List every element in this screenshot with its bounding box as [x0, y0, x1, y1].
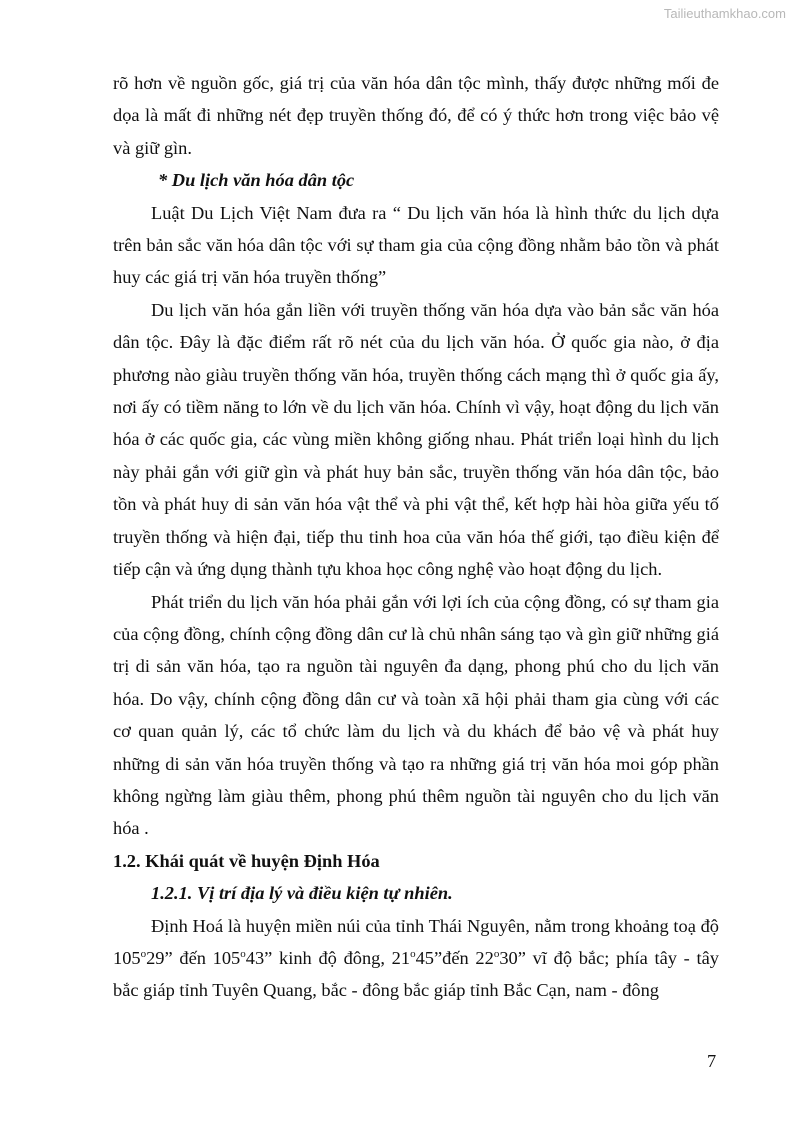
p5-text-a: Định Hoá là huyện miền núi của tỉnh Thái Nguyên, nằm trong khoảng toạ độ 105 — [113, 915, 719, 968]
paragraph-1: rõ hơn về nguồn gốc, giá trị của văn hóa dân tộc mình, thấy được những mối đe dọa là mất đi những nét đẹp truyền thống đó, để có ý thức hơn trong việc bảo vệ và giữ gìn. — [113, 73, 719, 158]
p5-text-b: 29” đến 105 — [146, 947, 241, 968]
page-number: 7 — [707, 1051, 717, 1071]
document-body — [113, 67, 719, 1007]
paragraph-2: Luật Du Lịch Việt Nam đưa ra “ Du lịch văn hóa là hình thức du lịch dựa trên bản sắc văn hóa dân tộc với sự tham gia của cộng đồng nhằm bảo tồn và phát huy các giá trị văn hóa truyền thống” — [113, 202, 719, 288]
p5-text-d: 45”đến 22 — [415, 947, 494, 968]
degree-sup: o — [493, 947, 500, 960]
subsection-heading-1-2-1: 1.2.1. Vị trí địa lý và điều kiện tự nhiên. — [151, 883, 453, 904]
section-heading-1-2: 1.2. Khái quát về huyện Định Hóa — [113, 850, 380, 871]
paragraph-4: Phát triển du lịch văn hóa phải gắn với lợi ích của cộng đồng, có sự tham gia của cộng đồng, chính cộng đồng dân cư là chủ nhân sáng tạo và gìn giữ những giá trị di sản văn hóa, tạo ra nguồn tài nguyên đa dạng, phong phú cho du lịch văn hóa. Do vậy, chính cộng đồng dân cư và toàn xã hội phải tham gia cùng với các cơ quan quản lý, các tổ chức làm du lịch và du khách để bảo vệ và phát huy những di sản văn hóa truyền thống và tạo ra những giá trị văn hóa moi góp phần không ngừng làm giàu thêm, phong phú thêm nguồn tài nguyên cho du lịch văn hóa . — [113, 591, 719, 839]
p5-text-c: 43” kinh độ đông, 21 — [245, 947, 411, 968]
watermark: Tailieuthamkhao.com — [663, 6, 786, 21]
p5-text-e: 30” vĩ độ bắc; phía tây - tây bắc giáp tỉnh Tuyên Quang, bắc - đông bắc giáp tỉnh Bắc Cạn, nam - đông — [113, 947, 719, 1001]
heading-cultural-tourism: * Du lịch văn hóa dân tộc — [158, 170, 355, 191]
degree-sup: o — [240, 947, 246, 960]
paragraph-5 — [113, 910, 719, 1007]
degree-sup: o — [140, 947, 147, 960]
degree-sup: o — [410, 947, 416, 960]
paragraph-3: Du lịch văn hóa gắn liền với truyền thống văn hóa dựa vào bản sắc văn hóa dân tộc. Đây là đặc điểm rất rõ nét của du lịch văn hóa. Ở quốc gia nào, ở địa phương nào giàu truyền thống văn hóa, truyền thống cách mạng thì ở quốc gia ấy, nơi ấy có tiềm năng to lớn về du lịch văn hóa. Chính vì vậy, hoạt động du lịch văn hóa ở các quốc gia, các vùng miền không giống nhau. Phát triển loại hình du lịch này phải gắn với giữ gìn và phát huy bản sắc, truyền thống văn hóa dân tộc, bảo tồn và phát huy di sản văn hóa vật thể và phi vật thể, kết hợp hài hòa giữa yếu tố truyền thống và hiện đại, tiếp thu tinh hoa của văn hóa thế giới, tạo điều kiện để tiếp cận và ứng dụng thành tựu khoa học công nghệ vào hoạt động du lịch. — [113, 299, 719, 580]
